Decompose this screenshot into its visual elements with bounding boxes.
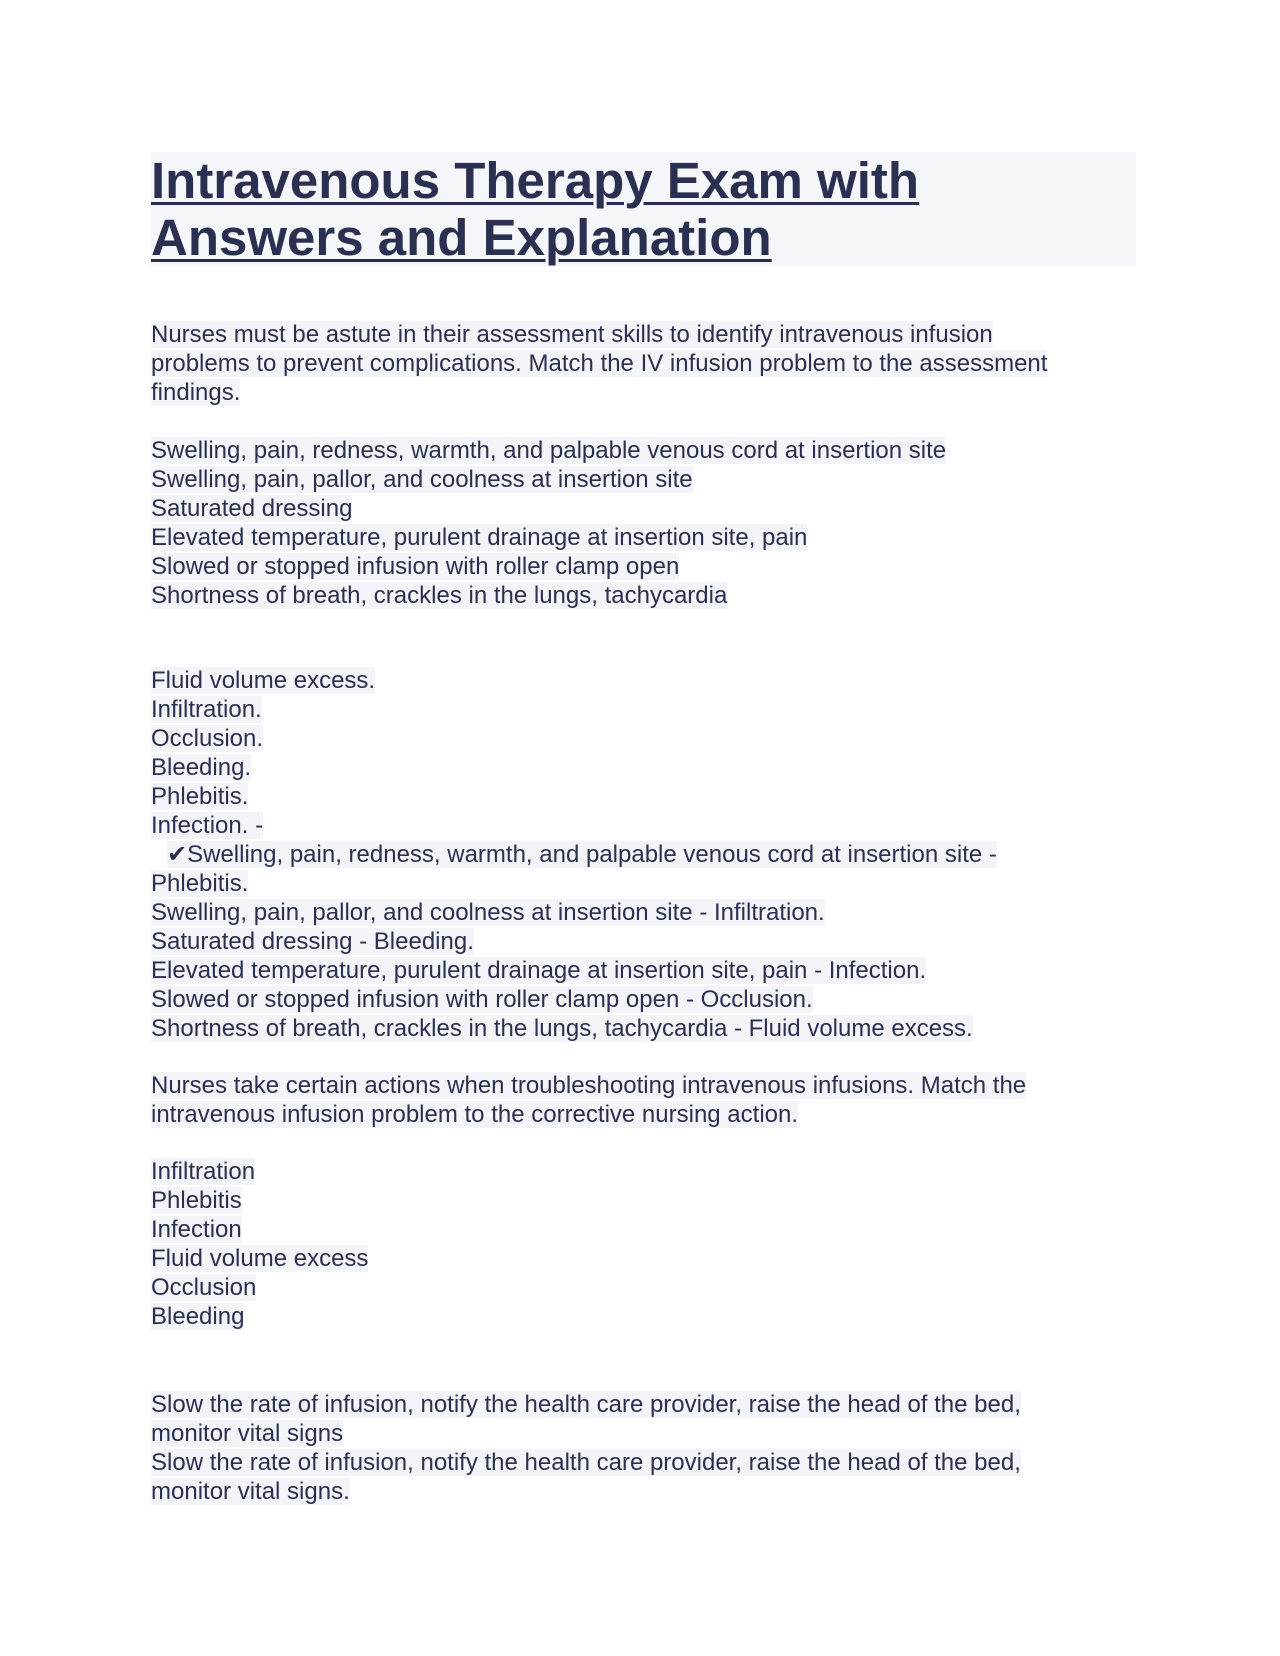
problem-item: Infection. -	[151, 812, 264, 839]
intro-line-2: problems to prevent complications. Match the IV infusion problem to the assessment	[151, 350, 1048, 377]
problem-item: Bleeding.	[151, 754, 252, 781]
problem-item: Fluid volume excess.	[151, 667, 376, 694]
action-line: Slow the rate of infusion, notify the health care provider, raise the head of the bed,	[151, 1391, 1021, 1418]
problem-list-item: Occlusion	[151, 1274, 257, 1301]
document-page	[151, 152, 1136, 1505]
finding-item: Swelling, pain, pallor, and coolness at insertion site	[151, 466, 693, 493]
problem-item: Occlusion.	[151, 725, 264, 752]
problem-item: Infiltration.	[151, 696, 262, 723]
finding-item: Swelling, pain, redness, warmth, and palpable venous cord at insertion site	[151, 437, 947, 464]
finding-item: Elevated temperature, purulent drainage at insertion site, pain	[151, 524, 808, 551]
finding-item: Shortness of breath, crackles in the lungs, tachycardia	[151, 582, 728, 609]
intro-paragraph	[151, 320, 1047, 407]
second-paragraph-line-1: Nurses take certain actions when troubleshooting intravenous infusions. Match the	[151, 1072, 1027, 1099]
action-line: monitor vital signs	[151, 1420, 344, 1447]
problem-item: Phlebitis.	[151, 783, 249, 810]
intro-line-1: Nurses must be astute in their assessment skills to identify intravenous infusion	[151, 321, 993, 348]
answer-line: Elevated temperature, purulent drainage at insertion site, pain - Infection.	[151, 957, 927, 984]
finding-item: Slowed or stopped infusion with roller clamp open	[151, 553, 680, 580]
findings-list	[151, 436, 946, 610]
document-title	[151, 152, 1136, 266]
problem-list-item: Bleeding	[151, 1303, 245, 1330]
answer-line: Swelling, pain, redness, warmth, and palpable venous cord at insertion site -	[187, 841, 997, 868]
intro-line-3: findings.	[151, 379, 241, 406]
problem-list-item: Infection	[151, 1216, 242, 1243]
problem-list	[151, 1157, 368, 1331]
second-paragraph	[151, 1071, 1026, 1129]
check-mark-icon: ✔	[167, 841, 188, 868]
second-paragraph-line-2: intravenous infusion problem to the corrective nursing action.	[151, 1101, 799, 1128]
problem-list-item: Infiltration	[151, 1158, 256, 1185]
problems-and-answers	[151, 666, 997, 1043]
problem-list-item: Fluid volume excess	[151, 1245, 369, 1272]
answer-line: Saturated dressing - Bleeding.	[151, 928, 474, 955]
answer-line: Swelling, pain, pallor, and coolness at insertion site - Infiltration.	[151, 899, 825, 926]
actions-list	[151, 1390, 1021, 1506]
action-line: monitor vital signs.	[151, 1478, 350, 1505]
answer-line: Phlebitis.	[151, 870, 249, 897]
action-line: Slow the rate of infusion, notify the health care provider, raise the head of the bed,	[151, 1449, 1021, 1476]
document-title-text: Intravenous Therapy Exam with Answers and Explanation	[151, 152, 920, 266]
answer-line: Slowed or stopped infusion with roller clamp open - Occlusion.	[151, 986, 813, 1013]
finding-item: Saturated dressing	[151, 495, 353, 522]
problem-list-item: Phlebitis	[151, 1187, 242, 1214]
answer-line: Shortness of breath, crackles in the lungs, tachycardia - Fluid volume excess.	[151, 1015, 973, 1042]
